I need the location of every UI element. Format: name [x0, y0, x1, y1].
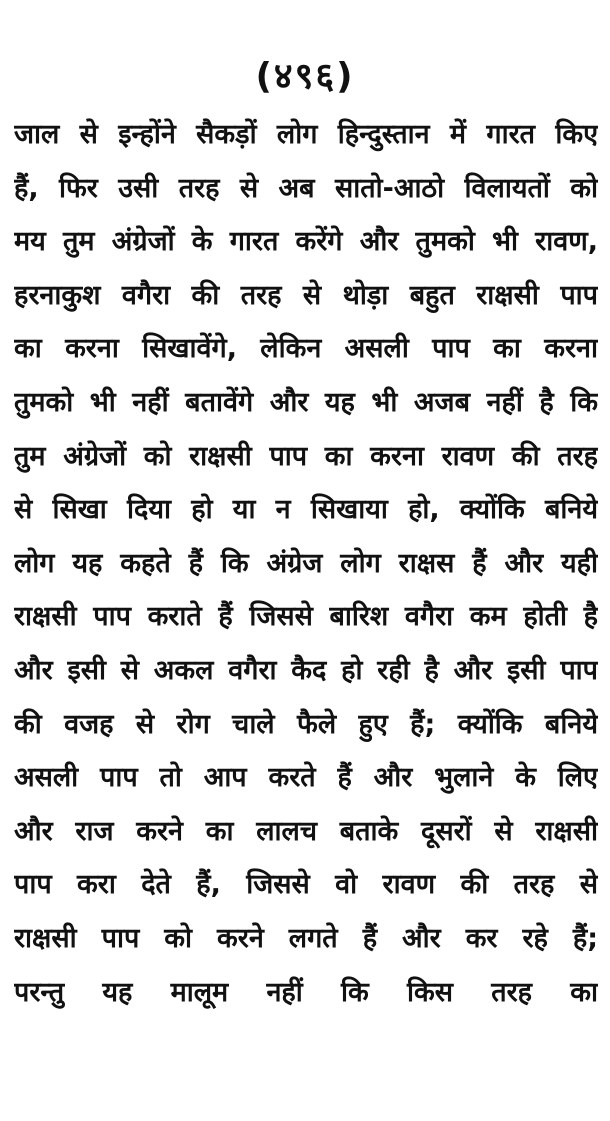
text-line: राक्षसी पाप कराते हैं जिससे बारिश वगैरा कम होती है — [14, 601, 598, 633]
text-line: परन्तु यह मालूम नहीं कि किस तरह का — [14, 976, 598, 1008]
text-line: और राज करने का लालच बताके दूसरों से राक्षसी — [14, 815, 598, 847]
body-text — [14, 108, 598, 1019]
text-line: जाल से इन्होंने सैकड़ों लोग हिन्दुस्तान में गारत किए — [14, 119, 598, 150]
text-line: की वजह से रोग चाले फैले हुए हैं; क्योंकि बनिये — [14, 708, 598, 740]
text-line: तुम अंग्रेजों को राक्षसी पाप का करना रावण की तरह — [14, 440, 598, 472]
text-line: लोग यह कहते हैं कि अंग्रेज लोग राक्षस हैं और यही — [14, 547, 598, 579]
text-line: और इसी से अकल वगैरा कैद हो रही है और इसी पाप — [14, 654, 598, 686]
text-line: हरनाकुश वगैरा की तरह से थोड़ा बहुत राक्षसी पाप — [14, 279, 598, 311]
text-line: राक्षसी पाप को करने लगते हैं और कर रहे हैं; — [14, 922, 598, 954]
text-line: तुमको भी नहीं बतावेंगे और यह भी अजब नहीं है कि — [14, 386, 598, 418]
text-line: मय तुम अंग्रेजों के गारत करेंगे और तुमको भी रावण, — [14, 226, 598, 258]
text-line: असली पाप तो आप करते हैं और भुलाने के लिए — [14, 762, 598, 794]
text-line: पाप करा देते हैं, जिससे वो रावण की तरह से — [14, 869, 598, 901]
text-line: का करना सिखावेंगे, लेकिन असली पाप का करना — [14, 333, 598, 365]
text-line: से सिखा दिया हो या न सिखाया हो, क्योंकि बनिये — [14, 494, 598, 526]
text-line: हैं, फिर उसी तरह से अब सातो-आठो विलायतों को — [14, 172, 598, 204]
page-number: (४९६) — [255, 56, 355, 97]
